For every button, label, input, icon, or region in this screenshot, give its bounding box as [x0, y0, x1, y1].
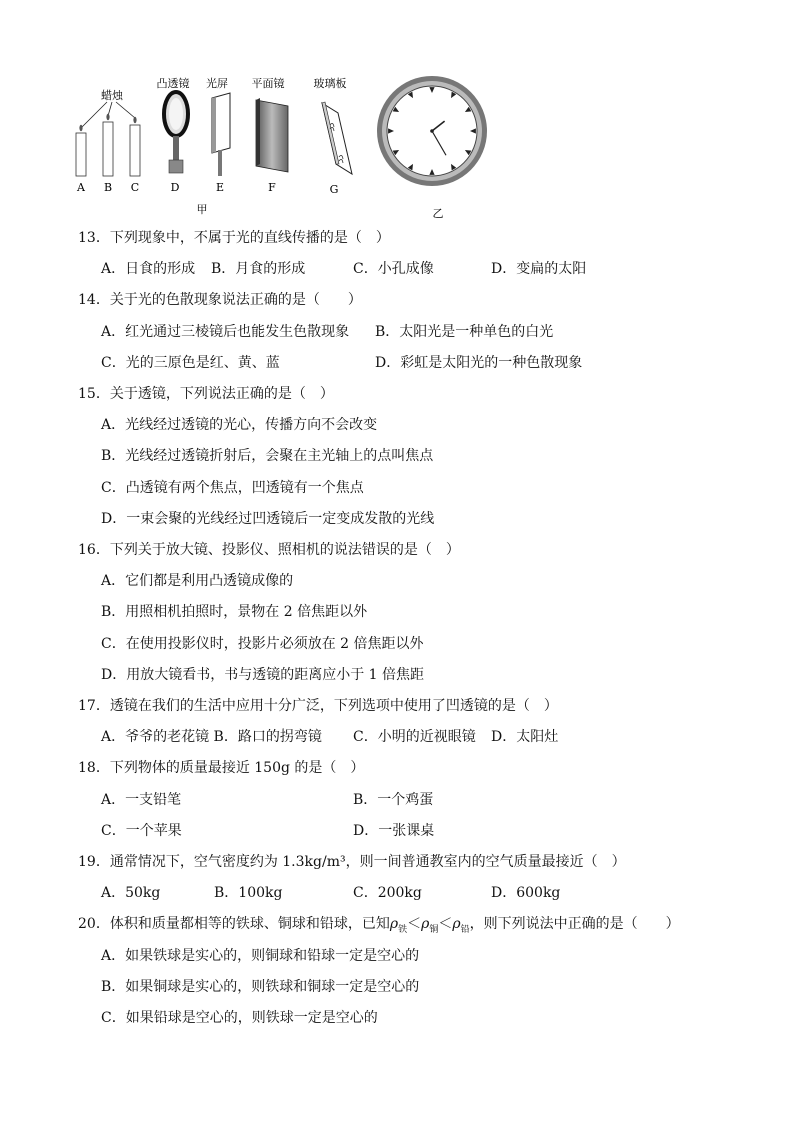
less-than: ＜ [407, 916, 422, 932]
light-screen-icon [212, 93, 230, 176]
label-candle: 蜡烛 [101, 89, 123, 102]
q19-option-d: D．600kg [491, 885, 561, 901]
plane-mirror-icon [256, 98, 288, 172]
q15-option-d: D．一束会聚的光线经过凹透镜后一定变成发散的光线 [101, 511, 435, 527]
q18-option-c: C．一个苹果 [101, 823, 182, 839]
q17-option-ab: A．爷爷的老花镜 B．路口的拐弯镜 [101, 729, 322, 745]
question-13-stem: 13．下列现象中，不属于光的直线传播的是（ ） [78, 230, 390, 246]
letter-d: D [170, 181, 180, 194]
rho-symbol: ρ [389, 916, 399, 932]
letter-c: C [130, 181, 140, 194]
q19-option-a: A．50kg [101, 885, 161, 901]
q20-option-c: C．如果铅球是空心的，则铁球一定是空心的 [101, 1010, 378, 1026]
candle-b-icon [103, 114, 113, 176]
q16-option-d: D．用放大镜看书，书与透镜的距离应小于 1 倍焦距 [101, 667, 425, 683]
q14-option-b: B．太阳光是一种单色的白光 [375, 324, 554, 340]
q15-option-c: C．凸透镜有两个焦点，凹透镜有一个焦点 [101, 480, 364, 496]
rho-sub-copper: 铜 [429, 924, 439, 935]
q16-option-a: A．它们都是利用凸透镜成像的 [101, 573, 294, 589]
q17-option-c: C．小明的近视眼镜 [353, 729, 476, 745]
q20-stem-pre: 20．体积和质量都相等的铁球、铜球和铅球，已知 [78, 916, 390, 932]
q19-option-c: C．200kg [353, 885, 422, 901]
q15-option-b: B．光线经过透镜折射后，会聚在主光轴上的点叫焦点 [101, 448, 434, 464]
label-glass-plate: 玻璃板 [313, 77, 347, 90]
q13-option-a: A．日食的形成 [101, 261, 196, 277]
q14-option-a: A．红光通过三棱镜后也能发生色散现象 [101, 324, 350, 340]
q17-option-d: D．太阳灶 [491, 729, 559, 745]
q16-option-c: C．在使用投影仪时，投影片必须放在 2 倍焦距以外 [101, 636, 424, 652]
glass-plate-icon [322, 102, 352, 174]
q18-option-a: A．一支铅笔 [101, 792, 182, 808]
rho-sub-lead: 铅 [460, 924, 470, 935]
question-17-stem: 17．透镜在我们的生活中应用十分广泛，下列选项中使用了凹透镜的是（ ） [78, 698, 558, 714]
question-18-stem: 18．下列物体的质量最接近 150g 的是（ ） [78, 760, 365, 776]
letter-e: E [215, 181, 225, 194]
convex-lens-icon [164, 92, 188, 173]
caption-jia: 甲 [196, 203, 208, 216]
q18-option-b: B．一个鸡蛋 [353, 792, 434, 808]
letter-a: A [77, 181, 85, 194]
q19-option-b: B．100kg [214, 885, 283, 901]
rho-symbol: ρ [421, 916, 430, 932]
question-20-stem [78, 914, 680, 940]
q15-option-a: A．光线经过透镜的光心，传播方向不会改变 [101, 417, 378, 433]
clock-icon [377, 76, 487, 186]
q13-option-c: C．小孔成像 [353, 261, 434, 277]
q13-option-d: D．变扁的太阳 [491, 261, 587, 277]
question-15-stem: 15．关于透镜，下列说法正确的是（ ） [78, 386, 334, 402]
less-than: ＜ [438, 916, 453, 932]
label-convex-lens: 凸透镜 [156, 77, 190, 90]
q13-option-b: B．月食的形成 [211, 261, 306, 277]
q20-option-b: B．如果铜球是实心的，则铁球和铜球一定是空心的 [101, 979, 420, 995]
candle-c-icon [130, 117, 140, 176]
q20-stem-post: ，则下列说法中正确的是（ ） [469, 916, 680, 932]
q18-option-d: D．一张课桌 [353, 823, 435, 839]
rho-symbol: ρ [452, 916, 461, 932]
candle-a-icon [76, 125, 86, 176]
experiment-figure [60, 70, 500, 222]
label-plane-mirror: 平面镜 [251, 77, 285, 90]
q14-option-c: C．光的三原色是红、黄、蓝 [101, 355, 280, 371]
question-14-stem: 14．关于光的色散现象说法正确的是（ ） [78, 292, 362, 308]
letter-f: F [268, 181, 276, 194]
q14-option-d: D．彩虹是太阳光的一种色散现象 [375, 355, 583, 371]
q20-option-a: A．如果铁球是实心的，则铜球和铅球一定是空心的 [101, 948, 420, 964]
clock-center [430, 129, 434, 133]
caption-yi: 乙 [432, 207, 444, 220]
q16-option-b: B．用照相机拍照时，景物在 2 倍焦距以外 [101, 604, 368, 620]
question-19-stem: 19．通常情况下，空气密度约为 1.3kg/m³，则一间普通教室内的空气质量最接近（ ） [78, 854, 626, 870]
letter-b: B [103, 181, 113, 194]
label-screen: 光屏 [206, 77, 228, 90]
letter-g: G [329, 183, 339, 196]
question-16-stem: 16．下列关于放大镜、投影仪、照相机的说法错误的是（ ） [78, 542, 460, 558]
rho-sub-iron: 铁 [398, 924, 408, 935]
